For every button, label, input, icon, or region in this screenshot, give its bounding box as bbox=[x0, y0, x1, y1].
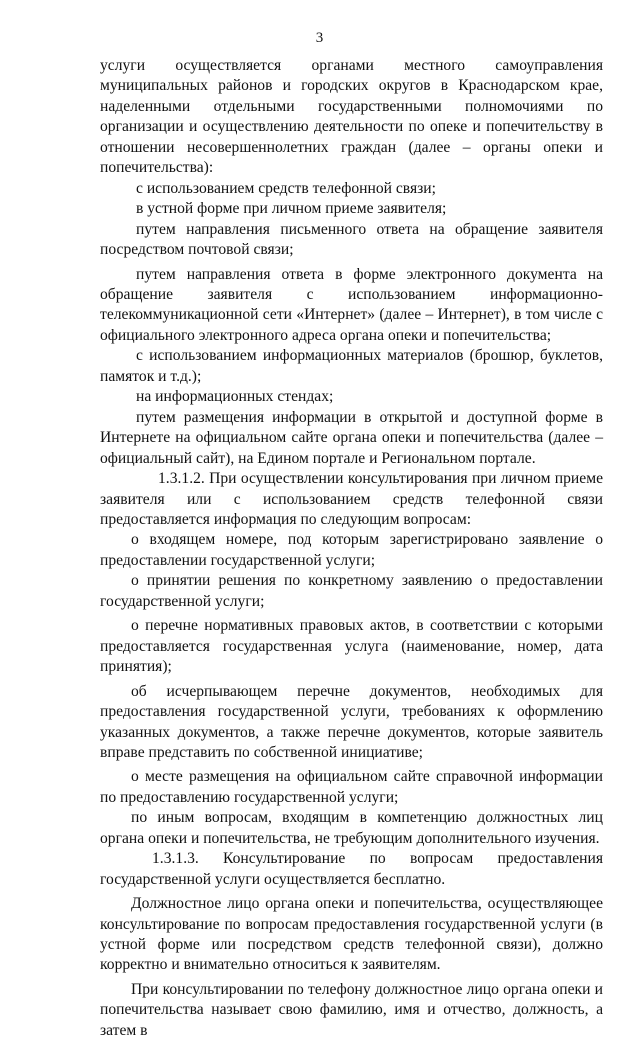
paragraph: Должностное лицо органа опеки и попечительства, осуществляющее консультирование по вопросам предоставления государственной услуги (в устной форме или посредством средств телефонной связи), должно корректно и внимательно относиться к заявителям. bbox=[100, 895, 603, 974]
list-item: с использованием средств телефонной связи; bbox=[136, 179, 436, 197]
list-item: о перечне нормативных правовых актов, в соответствии с которыми предоставляется государственная услуга (наименование, номер, дата принятия); bbox=[100, 617, 603, 676]
section-paragraph: 1.3.1.2. При осуществлении консультирования при личном приеме заявителя или с использованием средств телефонной связи предоставляется информация по следующим вопросам: bbox=[100, 470, 603, 528]
list-item: путем направления ответа в форме электронного документа на обращение заявителя с использованием информационно-телекоммуникационной сети «Интернет» (далее – Интернет), в том числе с официального электронного адреса органа опеки и попечительства; bbox=[100, 265, 603, 344]
list-item: по иным вопросам, входящим в компетенцию должностных лиц органа опеки и попечительства, не требующим дополнительного изучения. bbox=[100, 809, 603, 847]
list-item: о месте размещения на официальном сайте справочной информации по предоставлению государственной услуги; bbox=[100, 768, 603, 806]
list-item: на информационных стендах; bbox=[136, 388, 334, 406]
list-item: с использованием информационных материалов (брошюр, буклетов, памяток и т.д.); bbox=[100, 347, 603, 385]
section-paragraph: 1.3.1.3. Консультирование по вопросам предоставления государственной услуги осуществляется бесплатно. bbox=[100, 850, 603, 888]
list-item: об исчерпывающем перечне документов, необходимых для предоставления государственной услуги, требованиях к оформлению указанных документов, а также перечне документов, которые заявитель вправе представить по собственной инициативе; bbox=[100, 682, 603, 761]
list-item: о принятии решения по конкретному заявлению о предоставлении государственной услуги; bbox=[100, 572, 603, 610]
list-item: в устной форме при личном приеме заявителя; bbox=[136, 200, 447, 218]
paragraph: услуги осуществляется органами местного самоуправления муниципальных районов и городских округов в Краснодарском крае, наделенными отдельными государственными полномочиями по организации и осуществлению деятельности по опеке и попечительству в отношении несовершеннолетних граждан (далее – органы опеки и попечительства): bbox=[100, 57, 603, 177]
paragraph: При консультировании по телефону должностное лицо органа опеки и попечительства называет свою фамилию, имя и отчество, должность, а затем в bbox=[100, 980, 603, 1039]
list-item: о входящем номере, под которым зарегистрировано заявление о предоставлении государственной услуги; bbox=[100, 531, 603, 569]
page-number: 3 bbox=[315, 30, 324, 46]
list-item: путем направления письменного ответа на обращение заявителя посредством почтовой связи; bbox=[100, 220, 603, 259]
list-item: путем размещения информации в открытой и доступной форме в Интернете на официальном сайте органа опеки и попечительства (далее – официальный сайт), на Едином портале и Региональном портале. bbox=[100, 408, 603, 467]
document-body bbox=[100, 56, 603, 1041]
